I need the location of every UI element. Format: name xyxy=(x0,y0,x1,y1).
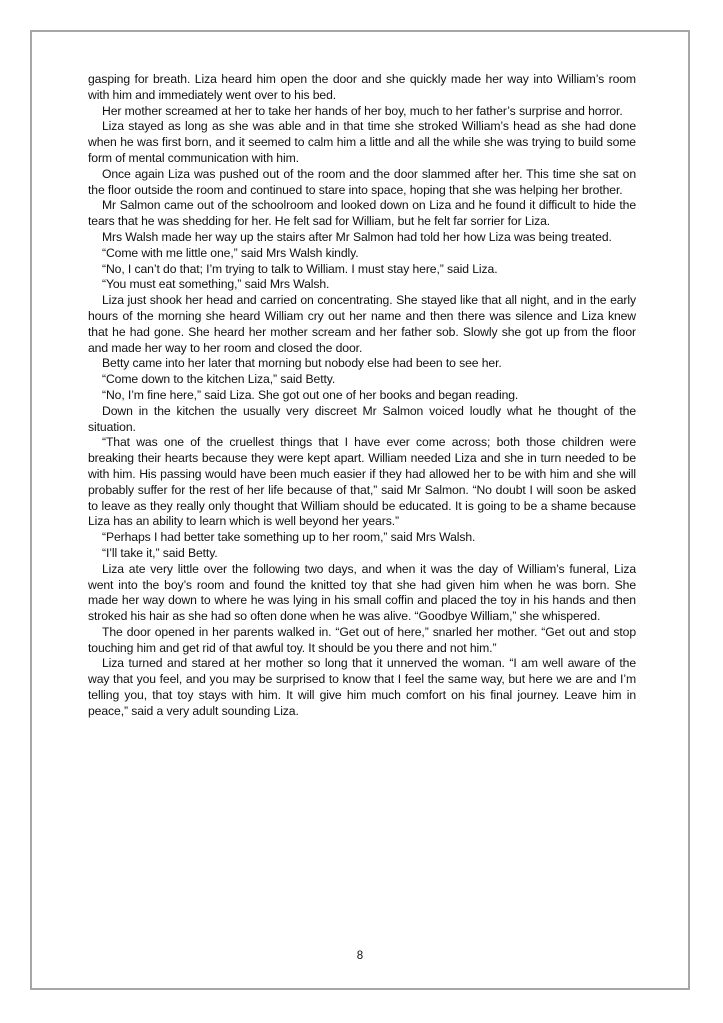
paragraph: Her mother screamed at her to take her hands of her boy, much to her father’s surprise and horror. xyxy=(102,103,623,118)
paragraph: “I’ll take it,” said Betty. xyxy=(102,545,218,560)
paragraph: “Come down to the kitchen Liza,” said Betty. xyxy=(102,372,336,387)
paragraph: Betty came into her later that morning but nobody else had been to see her. xyxy=(102,356,502,371)
paragraph: “No, I can’t do that; I’m trying to talk to William. I must stay here,” said Liza. xyxy=(102,261,498,276)
paragraph: “Perhaps I had better take something up to her room,” said Mrs Walsh. xyxy=(102,530,476,545)
paragraph: Down in the kitchen the usually very discreet Mr Salmon voiced loudly what he thought of the situation. xyxy=(88,403,636,434)
paragraph: Liza just shook her head and carried on concentrating. She stayed like that all night, and in the early hours of the morning she heard William cry out her name and then there was silence and Liza knew that he had gone. She heard her mother scream and her father sob. Slowly she got up from the floor and made her way to her room and closed the door. xyxy=(88,293,636,355)
paragraph: “That was one of the cruellest things that I have ever come across; both those children were breaking their hearts because they were kept apart. William needed Liza and she in turn needed to be with him. His passing would have been much easier if they had allowed her to be with him and she will probably suffer for the rest of her life because of that,” said Mr Salmon. “No doubt I will soon be asked to leave as they really only thought that William should be educated. It is going to be a shame because Liza has an ability to learn which is well beyond her years.” xyxy=(88,435,636,529)
paragraph: Mrs Walsh made her way up the stairs after Mr Salmon had told her how Liza was being treated. xyxy=(102,229,612,244)
paragraph: gasping for breath. Liza heard him open the door and she quickly made her way into William’s room with him and immediately went over to his bed. xyxy=(88,72,636,102)
paragraph: “No, I’m fine here,” said Liza. She got out one of her books and began reading. xyxy=(102,387,519,402)
paragraph: Liza turned and stared at her mother so long that it unnerved the woman. “I am well aware of the way that you feel, and you may be surprised to know that I feel the same way, but here we are and I’m telling you, that toy stays with him. It will give him much comfort on his final journey. Leave him in peace,” said a very adult sounding Liza. xyxy=(88,656,636,718)
paragraph: Mr Salmon came out of the schoolroom and looked down on Liza and he found it difficult to hide the tears that he was shedding for her. He felt sad for William, but he felt far sorrier for Liza. xyxy=(88,198,636,229)
paragraph: Liza stayed as long as she was able and in that time she stroked William’s head as she had done when he was first born, and it seemed to calm him a little and all the while she was trying to build some form of mental communication with him. xyxy=(88,119,636,165)
paragraph: Liza ate very little over the following two days, and when it was the day of William’s funeral, Liza went into the boy’s room and found the knitted toy that she had given him when he was born. She made her way down to where he was lying in his small coffin and placed the toy in his hands and then stroked his hair as she had so often done when he was alive. “Goodbye William,” she whispered. xyxy=(88,561,636,624)
page-number: 8 xyxy=(356,950,364,962)
paragraph: Once again Liza was pushed out of the room and the door slammed after her. This time she sat on the floor outside the room and continued to stare into space, hoping that she was helping her brother. xyxy=(88,166,636,197)
paragraph: The door opened in her parents walked in. “Get out of here,” snarled her mother. “Get out and stop touching him and get rid of that awful toy. It should be you there and not him.” xyxy=(88,624,636,655)
body-text xyxy=(88,72,636,720)
document-page xyxy=(30,30,690,990)
paragraph: “You must eat something,” said Mrs Walsh. xyxy=(102,277,330,292)
paragraph: “Come with me little one,” said Mrs Walsh kindly. xyxy=(102,245,359,260)
